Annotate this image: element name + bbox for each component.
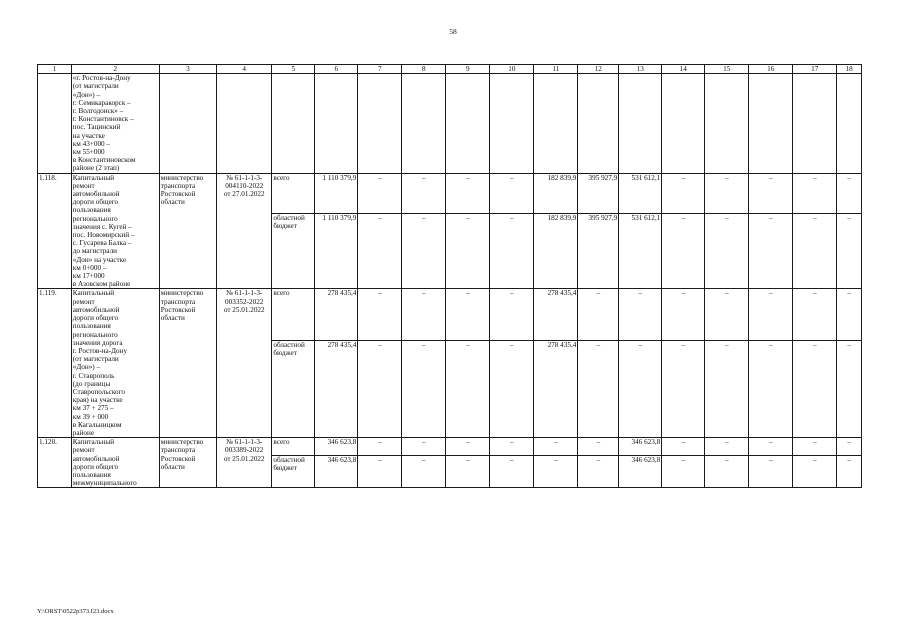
header-cell-2: 2 bbox=[71, 65, 159, 74]
responsible-org: министерство транспорта Ростовской области bbox=[159, 438, 216, 488]
value-cell: – bbox=[662, 173, 705, 213]
funding-source: областной бюджет bbox=[272, 213, 315, 289]
value-cell: – bbox=[837, 438, 862, 455]
value-cell: – bbox=[837, 289, 862, 340]
value-cell: 1 110 379,9 bbox=[315, 173, 358, 213]
value-cell: 531 612,1 bbox=[619, 213, 662, 289]
value-cell: – bbox=[705, 438, 749, 455]
item-number: 1.118. bbox=[38, 173, 72, 289]
value-cell: – bbox=[402, 213, 446, 289]
value-cell: – bbox=[619, 340, 662, 437]
header-cell-10: 10 bbox=[490, 65, 534, 74]
header-cell-17: 17 bbox=[793, 65, 837, 74]
value-cell: – bbox=[793, 173, 837, 213]
value-cell: – bbox=[837, 213, 862, 289]
value-cell: – bbox=[490, 438, 534, 455]
cell-empty bbox=[578, 74, 619, 173]
value-cell: – bbox=[793, 289, 837, 340]
value-cell: – bbox=[837, 173, 862, 213]
value-cell: – bbox=[705, 213, 749, 289]
value-cell: – bbox=[578, 455, 619, 488]
header-cell-18: 18 bbox=[837, 65, 862, 74]
value-cell: – bbox=[662, 289, 705, 340]
cell-empty bbox=[619, 74, 662, 173]
table-row bbox=[38, 438, 862, 455]
value-cell: – bbox=[534, 455, 578, 488]
header-cell-14: 14 bbox=[662, 65, 705, 74]
funding-source: областной бюджет bbox=[272, 340, 315, 437]
cell-empty bbox=[315, 74, 358, 173]
value-cell: – bbox=[490, 340, 534, 437]
value-cell: – bbox=[837, 340, 862, 437]
value-cell: – bbox=[402, 340, 446, 437]
value-cell: – bbox=[402, 438, 446, 455]
value-cell: – bbox=[358, 173, 402, 213]
value-cell: – bbox=[490, 173, 534, 213]
funding-source: всего bbox=[272, 438, 315, 455]
cell-empty bbox=[402, 74, 446, 173]
value-cell: – bbox=[534, 438, 578, 455]
object-description: «г. Ростов-на-Дону (от магистрали «Дон») – г. Семикаракорск – г. Волгодонск» – г. Константиновск – пос. Тацинский на участке км 43+000 – км 55+000 в Константиновском районе (2 этап) bbox=[71, 74, 159, 173]
value-cell: – bbox=[619, 289, 662, 340]
cell-empty bbox=[358, 74, 402, 173]
value-cell: – bbox=[749, 213, 793, 289]
value-cell: 346 623,8 bbox=[619, 438, 662, 455]
cell-empty bbox=[446, 74, 490, 173]
expertise-document: № 61-1-1-3- 004110-2022 от 27.01.2022 bbox=[217, 173, 272, 289]
table-row bbox=[38, 289, 862, 340]
value-cell: – bbox=[749, 340, 793, 437]
footer-file-path: Y:\ORST\0522p373.f23.docx bbox=[37, 608, 114, 615]
value-cell: – bbox=[358, 438, 402, 455]
value-cell: – bbox=[578, 289, 619, 340]
value-cell: – bbox=[793, 438, 837, 455]
value-cell: – bbox=[749, 289, 793, 340]
cell-empty bbox=[662, 74, 705, 173]
funding-source: областной бюджет bbox=[272, 455, 315, 488]
value-cell: – bbox=[578, 438, 619, 455]
continuation-row bbox=[38, 74, 862, 173]
value-cell: – bbox=[446, 289, 490, 340]
header-cell-13: 13 bbox=[619, 65, 662, 74]
value-cell: – bbox=[749, 173, 793, 213]
header-cell-7: 7 bbox=[358, 65, 402, 74]
cell-empty bbox=[837, 74, 862, 173]
item-number: 1.119. bbox=[38, 289, 72, 438]
object-description: Капитальный ремонт автомобильной дороги общего пользования регионального значения с. Кугей – пос. Новомирский – с. Гусарева Балка – до магистрали «Дон» на участке км 0+000 – км 17+000 в Азовском районе bbox=[71, 173, 159, 289]
object-description: Капитальный ремонт автомобильной дороги общего пользования межмуниципального bbox=[71, 438, 159, 488]
value-cell: – bbox=[446, 213, 490, 289]
object-description: Капитальный ремонт автомобильной дороги общего пользования регионального значения дорога г. Ростов-на-Дону (от магистрали «Дон») – г. Ставрополь (до границы Ставропольского края) на участке км 37 + 275 – км 39 + 000 в Кагальницком районе bbox=[71, 289, 159, 438]
value-cell: – bbox=[793, 213, 837, 289]
value-cell: – bbox=[662, 455, 705, 488]
value-cell: 182 839,9 bbox=[534, 173, 578, 213]
value-cell: – bbox=[837, 455, 862, 488]
header-cell-6: 6 bbox=[315, 65, 358, 74]
budget-table bbox=[37, 64, 862, 488]
value-cell: – bbox=[446, 340, 490, 437]
header-cell-8: 8 bbox=[402, 65, 446, 74]
value-cell: – bbox=[793, 455, 837, 488]
value-cell: – bbox=[705, 340, 749, 437]
value-cell: – bbox=[358, 289, 402, 340]
cell-empty bbox=[217, 74, 272, 173]
value-cell: – bbox=[358, 340, 402, 437]
cell-empty bbox=[272, 74, 315, 173]
header-cell-15: 15 bbox=[705, 65, 749, 74]
cell-empty bbox=[534, 74, 578, 173]
value-cell: 278 435,4 bbox=[534, 340, 578, 437]
funding-source: всего bbox=[272, 173, 315, 213]
cell-empty bbox=[705, 74, 749, 173]
table-row bbox=[38, 173, 862, 213]
value-cell: – bbox=[705, 289, 749, 340]
value-cell: – bbox=[402, 289, 446, 340]
value-cell: – bbox=[662, 213, 705, 289]
value-cell: – bbox=[578, 340, 619, 437]
value-cell: 278 435,4 bbox=[534, 289, 578, 340]
header-cell-12: 12 bbox=[578, 65, 619, 74]
item-number: 1.120. bbox=[38, 438, 72, 488]
value-cell: – bbox=[490, 289, 534, 340]
value-cell: – bbox=[490, 213, 534, 289]
value-cell: – bbox=[705, 455, 749, 488]
expertise-document: № 61-1-1-3- 003389-2022 от 25.01.2022 bbox=[217, 438, 272, 488]
value-cell: – bbox=[446, 173, 490, 213]
value-cell: 395 927,9 bbox=[578, 173, 619, 213]
funding-source: всего bbox=[272, 289, 315, 340]
header-cell-11: 11 bbox=[534, 65, 578, 74]
header-row bbox=[38, 65, 862, 74]
value-cell: – bbox=[446, 438, 490, 455]
page-number: 58 bbox=[449, 27, 457, 36]
value-cell: 346 623,8 bbox=[619, 455, 662, 488]
value-cell: 346 623,8 bbox=[315, 438, 358, 455]
cell-empty bbox=[793, 74, 837, 173]
value-cell: – bbox=[358, 213, 402, 289]
value-cell: – bbox=[358, 455, 402, 488]
cell-empty bbox=[38, 74, 72, 173]
cell-empty bbox=[749, 74, 793, 173]
header-cell-3: 3 bbox=[159, 65, 216, 74]
responsible-org: министерство транспорта Ростовской области bbox=[159, 289, 216, 438]
value-cell: – bbox=[490, 455, 534, 488]
value-cell: – bbox=[402, 455, 446, 488]
value-cell: – bbox=[705, 173, 749, 213]
value-cell: 278 435,4 bbox=[315, 289, 358, 340]
header-cell-4: 4 bbox=[217, 65, 272, 74]
header-cell-5: 5 bbox=[272, 65, 315, 74]
responsible-org: министерство транспорта Ростовской области bbox=[159, 173, 216, 289]
expertise-document: № 61-1-1-3- 003352-2022 от 25.01.2022 bbox=[217, 289, 272, 438]
cell-empty bbox=[490, 74, 534, 173]
value-cell: – bbox=[662, 340, 705, 437]
value-cell: 182 839,9 bbox=[534, 213, 578, 289]
header-cell-9: 9 bbox=[446, 65, 490, 74]
value-cell: 1 110 379,9 bbox=[315, 213, 358, 289]
cell-empty bbox=[159, 74, 216, 173]
value-cell: 395 927,9 bbox=[578, 213, 619, 289]
value-cell: 278 435,4 bbox=[315, 340, 358, 437]
value-cell: – bbox=[749, 438, 793, 455]
value-cell: – bbox=[402, 173, 446, 213]
value-cell: – bbox=[662, 438, 705, 455]
header-cell-1: 1 bbox=[38, 65, 72, 74]
header-cell-16: 16 bbox=[749, 65, 793, 74]
value-cell: – bbox=[446, 455, 490, 488]
value-cell: – bbox=[749, 455, 793, 488]
value-cell: 346 623,8 bbox=[315, 455, 358, 488]
value-cell: 531 612,1 bbox=[619, 173, 662, 213]
value-cell: – bbox=[793, 340, 837, 437]
